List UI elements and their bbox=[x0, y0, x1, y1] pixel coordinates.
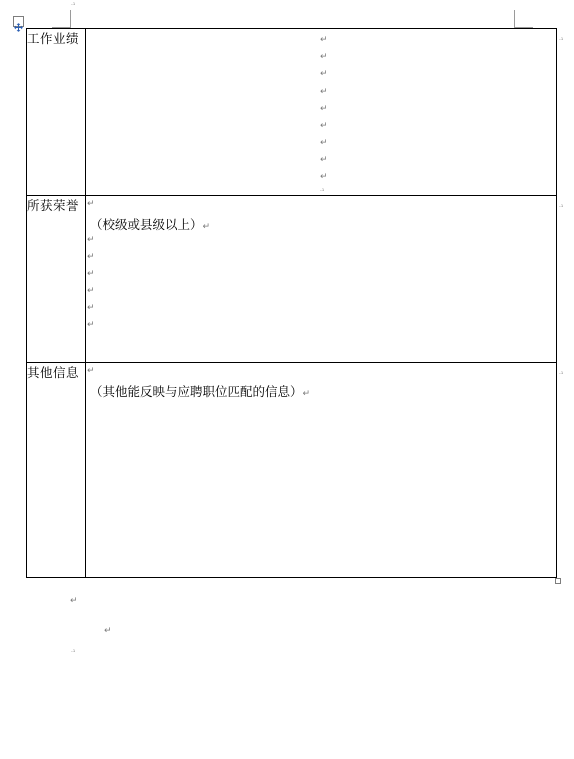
paragraph-mark: ↵ bbox=[87, 199, 95, 209]
paragraph-mark: ↵ bbox=[320, 104, 328, 114]
paragraph-mark: ↵ bbox=[87, 366, 95, 376]
paragraph-mark: ·¹ bbox=[71, 649, 76, 656]
other-info-note bbox=[90, 382, 310, 400]
honors-content-cell[interactable] bbox=[86, 196, 557, 363]
paragraph-mark: ·¹ bbox=[320, 188, 325, 195]
paragraph-mark: ↵ bbox=[320, 172, 328, 182]
paragraph-mark: ↵ bbox=[87, 303, 95, 313]
note-text: （其他能反映与应聘职位匹配的信息） bbox=[90, 384, 303, 399]
paragraph-mark: ↵ bbox=[320, 121, 328, 131]
paragraph-mark: ↵ bbox=[87, 286, 95, 296]
row-label-other-info bbox=[27, 363, 86, 578]
paragraph-mark: ↵ bbox=[302, 389, 311, 399]
paragraph-mark: ↵ bbox=[87, 235, 95, 245]
paragraph-mark: ↵ bbox=[320, 87, 328, 97]
crop-mark-right-v bbox=[514, 10, 515, 28]
table-row bbox=[27, 29, 557, 196]
row-label-text: 工作业绩 bbox=[27, 31, 80, 46]
row-label-performance bbox=[27, 29, 86, 196]
resume-table bbox=[26, 28, 557, 578]
paragraph-mark: ↵ bbox=[87, 320, 95, 330]
move-arrows-icon bbox=[14, 23, 23, 32]
note-text: （校级或县级以上） bbox=[90, 217, 203, 232]
paragraph-mark: ↵ bbox=[320, 138, 328, 148]
paragraph-mark: ↵ bbox=[70, 596, 78, 606]
honors-note bbox=[90, 215, 210, 233]
paragraph-mark: ↵ bbox=[320, 155, 328, 165]
table-row bbox=[27, 363, 557, 578]
paragraph-mark: ↵ bbox=[320, 69, 328, 79]
row-end-mark: ·¹ bbox=[559, 204, 564, 211]
paragraph-mark: ↵ bbox=[87, 269, 95, 279]
paragraph-mark: ↵ bbox=[202, 222, 211, 232]
row-label-text: 所获荣誉 bbox=[27, 198, 80, 213]
paragraph-mark: ·¹ bbox=[71, 2, 76, 9]
table-row bbox=[27, 196, 557, 363]
paragraph-mark: ↵ bbox=[104, 626, 112, 636]
paragraph-mark: ↵ bbox=[87, 252, 95, 262]
paragraph-mark: ↵ bbox=[320, 35, 328, 45]
table-move-handle[interactable] bbox=[13, 16, 24, 27]
row-end-mark: ·¹ bbox=[559, 37, 564, 44]
row-label-honors bbox=[27, 196, 86, 363]
paragraph-mark: ↵ bbox=[320, 52, 328, 62]
row-end-mark: ·¹ bbox=[559, 371, 564, 378]
table-resize-handle[interactable] bbox=[555, 578, 561, 584]
row-label-text: 其他信息 bbox=[27, 365, 80, 380]
other-info-content-cell[interactable] bbox=[86, 363, 557, 578]
crop-mark-left-v bbox=[70, 10, 71, 28]
